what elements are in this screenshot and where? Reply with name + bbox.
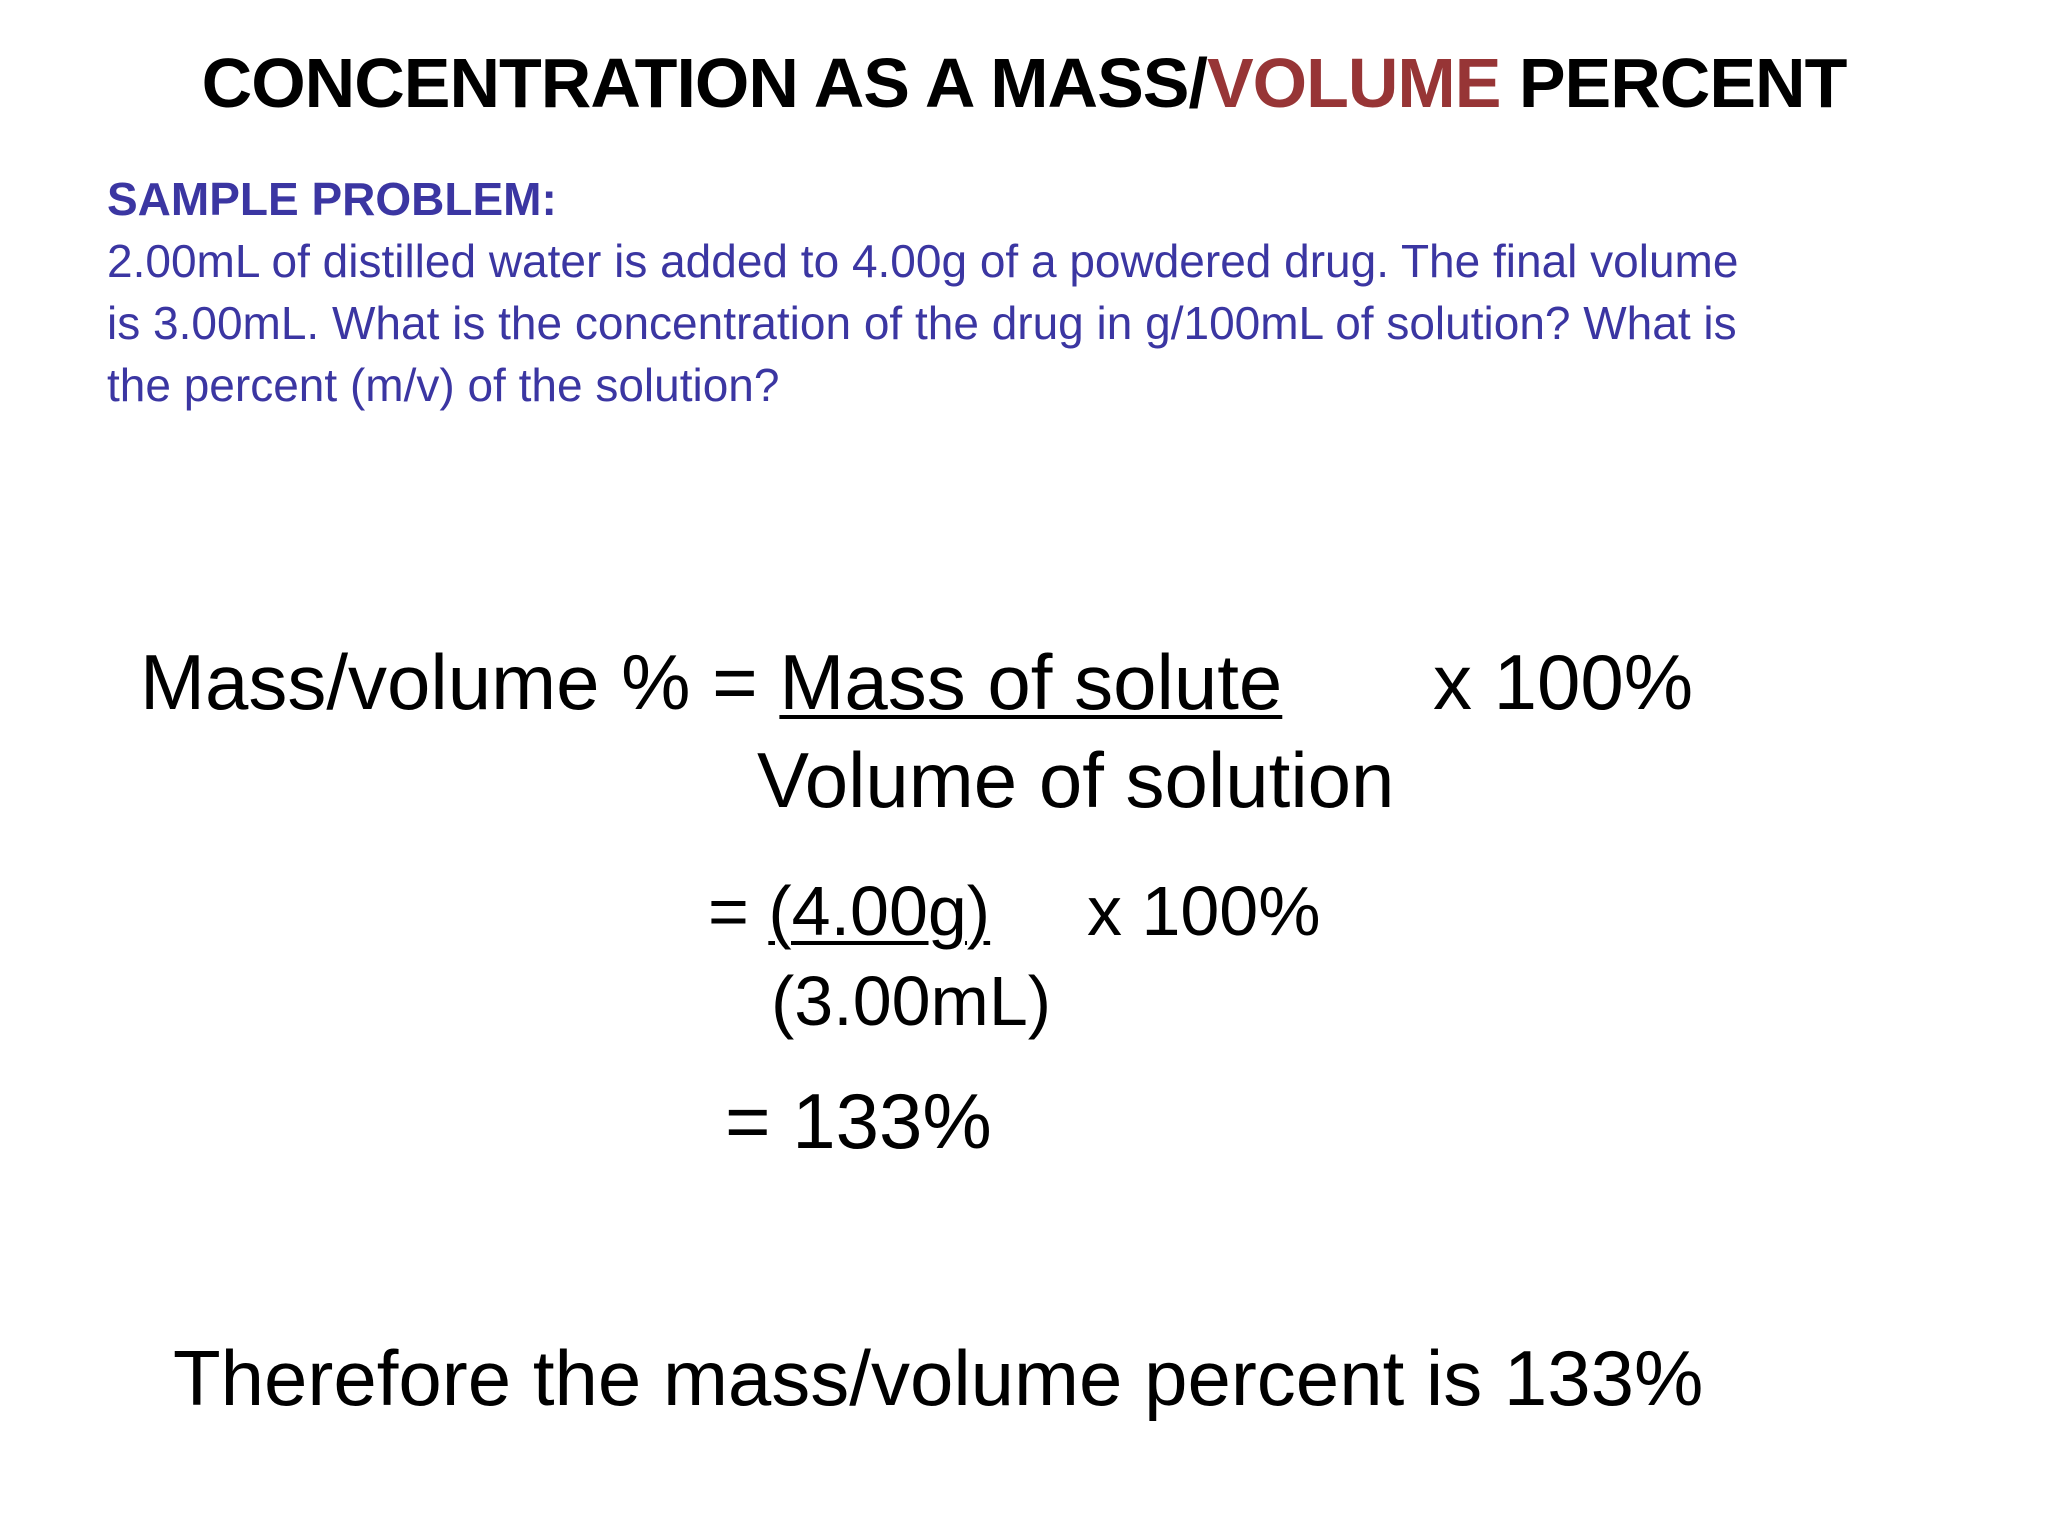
- title-part-1: CONCENTRATION AS A MASS/: [201, 44, 1207, 122]
- sample-problem-heading: SAMPLE PROBLEM:: [107, 173, 557, 225]
- substitution-numerator: (4.00g): [768, 872, 991, 950]
- formula-denominator: Volume of solution: [757, 736, 1395, 824]
- conclusion-text: Therefore the mass/volume percent is 133%: [173, 1334, 1704, 1422]
- sample-problem-line-3: the percent (m/v) of the solution?: [107, 359, 780, 411]
- sample-problem-line-1: 2.00mL of distilled water is added to 4.00g of a powdered drug. The final volume: [107, 235, 1739, 287]
- sample-problem-line-2: is 3.00mL. What is the concentration of the drug in g/100mL of solution? What is: [107, 297, 1737, 349]
- substitution-line: [708, 868, 990, 954]
- formula-line: [140, 634, 1282, 730]
- formula-numerator: Mass of solute: [779, 638, 1283, 726]
- substitution-multiplier: x 100%: [1087, 872, 1321, 950]
- substitution-equals: =: [708, 872, 769, 950]
- slide-title: [0, 38, 2048, 128]
- result-value: = 133%: [725, 1077, 992, 1165]
- formula-lhs: Mass/volume % =: [140, 638, 780, 726]
- formula-multiplier: x 100%: [1433, 638, 1694, 726]
- title-part-3: PERCENT: [1500, 44, 1847, 122]
- sample-problem: [107, 168, 1977, 416]
- substitution-denominator: (3.00mL): [771, 962, 1052, 1040]
- title-accent-word: VOLUME: [1206, 44, 1501, 122]
